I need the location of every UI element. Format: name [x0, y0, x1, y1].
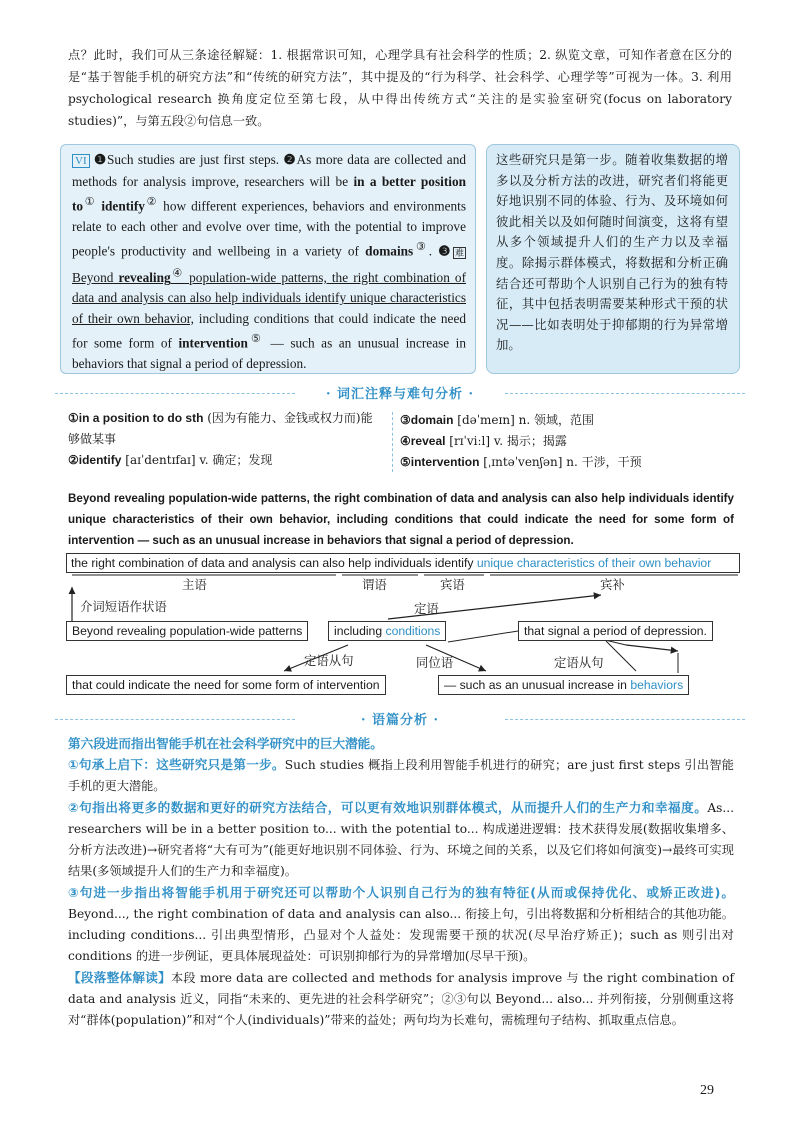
note-mark: ①	[83, 196, 97, 208]
analysis-section-title: · 语篇分析 ·	[305, 709, 495, 728]
paragraph-number: VI	[72, 154, 90, 168]
page-number: 29	[700, 1083, 714, 1098]
vocab-domains: domains	[365, 243, 414, 259]
vocab-item-1: ①in a position to do sth (因为有能力、金钱或权力而)能够做某事	[68, 411, 373, 446]
box-signal: that signal a period of depression.	[518, 621, 713, 641]
translation-text: 这些研究只是第一步。随着收集数据的增多以及分析方法的改进，研究者们将能更好地识别不同的体验、行为、及环境如何彼此相关以及如何随时间演变，这将有望从多个领域提升人们的生产力以及幸福度。除揭示群体模式，将数据和分析正确结合还可帮助个人识别自己行为的独有特征，其中包括表明需要某种形式干预的状况——比如表明处于抑郁期的行为异常增加。	[496, 152, 728, 353]
label-attribute: 定语	[414, 601, 439, 616]
analysis-intro: 第六段进而指出智能手机在社会科学研究中的巨大潜能。	[68, 736, 383, 751]
main-complement-verb: identify	[434, 556, 474, 570]
sentence-2-number: ❷	[283, 152, 297, 167]
intro-paragraph: 点？此时，我们可从三条途径解疑：1. 根据常识可知，心理学具有社会科学的性质；2. 纵览文章，可知作者意在区分的是“基于智能手机的研究方法”和“传统的研究方法”，其中提及的“行为科学、社会科学、心理学等”可视为一体。3. 利用 psychological research 换角度定位至第七段，从中得出传统方式“关注的是实验室研究(focus on laboratory studies)”，与第五段②句信息一致。	[68, 48, 732, 128]
sentence-diagram	[66, 553, 742, 703]
difficult-tag: 难	[455, 247, 465, 258]
note-mark: ⑤	[247, 333, 265, 346]
vocab-section-title: · 词汇注释与难句分析 ·	[305, 383, 495, 402]
sentence-3-number: ❸	[438, 243, 453, 259]
analysis-point-3: ③句进一步指出将智能手机用于研究还可以帮助个人识别自己行为的独有特征(从而或保持优化、或矫正改进)。Beyond..., the right combination of data and analysis can also... 衔接上句，引出将数据和分析相结合的其他功能。including conditions... 引出典型情形，凸显对个人益处：发现需要干预的状况(尽早治疗矫正)；such as 则引出对 conditions 的进一步例证，更具体展现益处：可识别抑郁行为的异常增加(尽早干预)。	[68, 885, 734, 963]
note-mark: ②	[144, 196, 159, 208]
vocab-in-position: in a better position to	[72, 173, 466, 214]
main-clause-box	[66, 553, 740, 573]
main-subject: the right combination of data and analysis	[71, 556, 296, 570]
analysis-point-1: ①句承上启下：这些研究只是第一步。Such studies 概指上段利用智能手机进行的研究；are just first steps 引出智能手机的更大潜能。	[68, 757, 734, 793]
label-object: 宾语	[440, 577, 465, 592]
note-mark: ③	[413, 241, 429, 254]
box-such-as: — such as an unusual increase in behaviors	[438, 675, 689, 695]
sentence-2-part: As more data are collected and methods for analysis improve, researchers will be	[72, 152, 466, 189]
vocab-identify: identify	[101, 198, 145, 214]
vocab-item-4: ④reveal [rɪˈviːl] v. 揭示；揭露	[400, 434, 567, 448]
analysis-summary: 【段落整体解读】本段 more data are collected and methods for analysis improve 与 the right combination of data and analysis 近义，同指“未来的、更先进的社会科学研究”；②③句以 Beyond... also... 并列衔接，分别侧重这将对“群体(population)”和对“个人(individuals)”带来的益处；两句均为长难句，需梳理句子结构、抓取重点信息。	[68, 970, 734, 1027]
vocab-item-3: ③domain [dəˈmeɪn] n. 领域，范围	[400, 413, 594, 427]
label-subject: 主语	[182, 577, 207, 592]
box-could: that could indicate the need for some form of intervention	[66, 675, 386, 695]
label-appositive: 同位语	[416, 655, 454, 670]
main-complement-phrase: unique characteristics of their own behavior	[476, 556, 712, 570]
passage-text: VI ❶Such studies are just first steps. ❷As more data are collected and methods for analysis improve, researchers will be in a better position to① identify② how different experiences, behaviors and environments relate to each other and evolve over time, with the potential to improve people's productivity and wellbeing in a variety of domains③. ❸ 难 Beyond revealing④ population-wide patterns, the right combination of data and analysis can also help individuals identify unique characteristics of their own behavior, including conditions that could indicate the need for some form of intervention⑤ — such as an unusual increase in behaviors that signal a period of depression.	[72, 152, 467, 372]
difficult-sentence: Beyond revealing population-wide patterns, the right combination of data and analysis can also help individuals identify unique characteristics of their own behavior, including conditions that could indicate the need for some form of intervention — such as an unusual increase in behaviors that signal a period of depression.	[68, 492, 734, 547]
main-predicate: can also help	[299, 556, 372, 570]
sentence-1-number: ❶	[93, 152, 107, 167]
sentence-3-underlined: Beyond revealing④ population-wide patterns, the right combination of data and analysis can also help individuals identify unique characteristics of their own behavior,	[72, 267, 467, 326]
vocab-left	[68, 408, 380, 471]
box-beyond: Beyond revealing population-wide patterns	[66, 621, 308, 641]
analysis-block	[68, 733, 734, 1031]
label-adverbial: 介词短语作状语	[80, 599, 167, 614]
label-complement: 宾补	[600, 577, 625, 592]
vocab-divider	[392, 412, 393, 472]
vocab-intervention: intervention	[178, 335, 248, 351]
label-predicate: 谓语	[362, 577, 387, 592]
vocab-item-5: ⑤intervention [ˌɪntəˈvenʃən] n. 干涉，干预	[400, 455, 642, 469]
vocab-right	[400, 410, 734, 473]
vocab-revealing: revealing	[118, 269, 171, 285]
analysis-point-2: ②句指出将更多的数据和更好的研究方法结合，可以更有效地识别群体模式，从而提升人们的生产力和幸福度。As... researchers will be in a better position to... with the potential to... 构成递进逻辑：技术获得发展(数据收集增多、分析方法改进)→研究者将“大有可为”(能更好地识别不同体验、行为、环境之间的关系，以及它们将如何演变)→最终可实现结果(多领域提升人们的生产力和幸福度)。	[68, 800, 734, 878]
sentence-3-part: — such as an unusual increase in behaviors that signal a period of depression.	[72, 335, 466, 372]
main-object: individuals	[374, 556, 432, 570]
label-attr-clause-left: 定语从句	[304, 653, 354, 668]
sentence-3-part: including conditions that could indicate the need for some form of	[72, 310, 466, 351]
sentence-1: Such studies are just first steps.	[106, 152, 280, 167]
label-attr-clause-right: 定语从句	[554, 655, 604, 670]
vocab-item-2: ②identify [aɪˈdentɪfaɪ] v. 确定；发现	[68, 453, 273, 467]
sentence-2-part: how different experiences, behaviors and environments relate to each other and evolve over time, with the potential to improve people's productivity and wellbeing in a variety of	[72, 198, 466, 259]
box-including: including conditions	[328, 621, 446, 641]
